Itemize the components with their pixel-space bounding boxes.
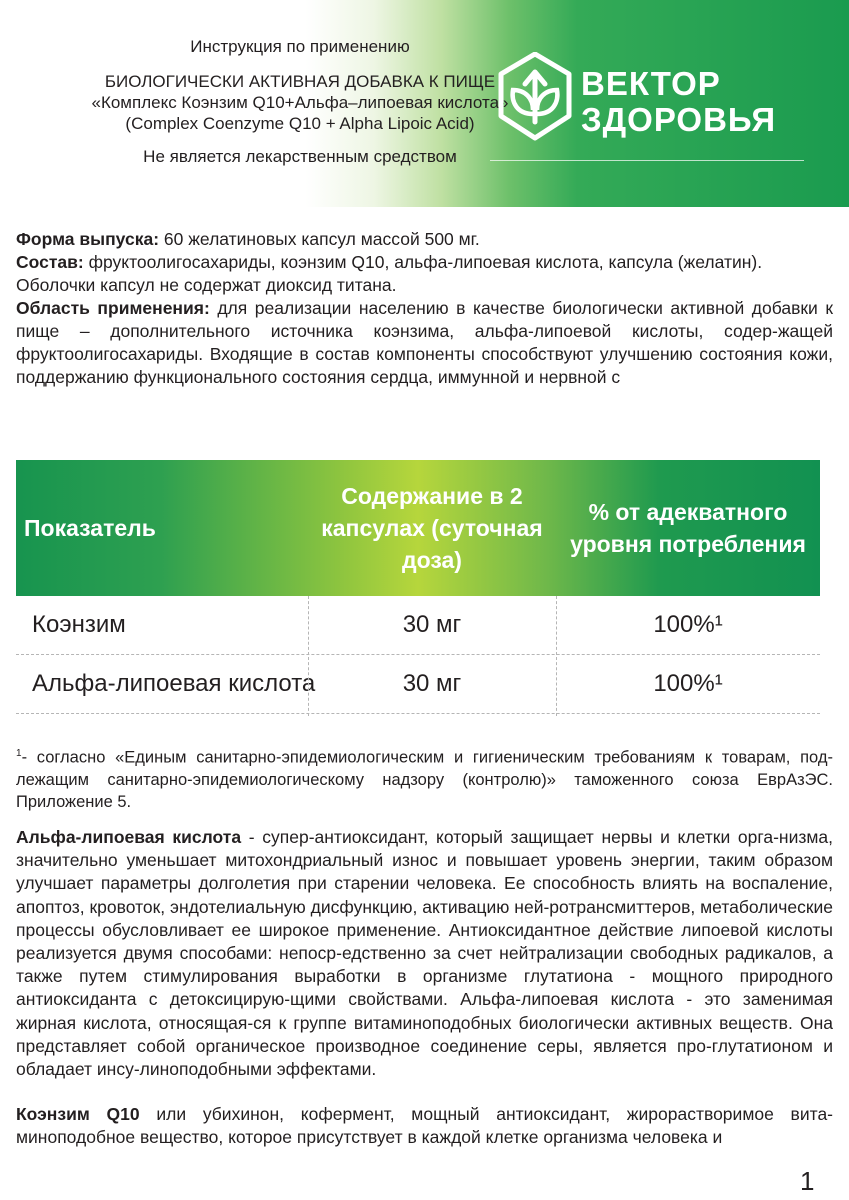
header-percent: % от адекватного уровня потребления — [570, 499, 806, 557]
footnote-text: - согласно «Единым санитарно-эпидемиологическим и гигиеническим требованиям к товарам, под-лежащим санитарно-эпидемиологическому надзору (контролю)» таможенного союза ЕврАзЭС. Приложение 5. — [16, 748, 833, 811]
table-column-divider — [556, 596, 557, 716]
coenzyme-text: или убихинон, кофермент, мощный антиоксидант, жирорастворимое вита-миноподобное вещество, которое присутствует в каждой клетке организма человека и — [16, 1104, 834, 1148]
cell-amount: 30 мг — [402, 670, 462, 697]
product-name-en: (Complex Coenzyme Q10 + Alpha Lipoic Acid) — [125, 114, 475, 133]
page-number: 1 — [800, 1166, 815, 1196]
header-indicator: Показатель — [24, 515, 156, 541]
brand-divider — [490, 160, 804, 161]
brand-name — [581, 66, 776, 138]
brand-line-1: ВЕКТОР — [581, 65, 721, 102]
cell-percent: 100%¹ — [653, 611, 723, 638]
table-row — [16, 655, 820, 714]
composition-note: Оболочки капсул не содержат диоксид титана. — [16, 275, 397, 295]
form-text: 60 желатиновых капсул массой 500 мг. — [159, 229, 480, 249]
composition-text: фруктоолигосахариды, коэнзим Q10, альфа-липоевая кислота, капсула (желатин). — [83, 252, 763, 272]
composition-paragraph — [16, 251, 833, 274]
application-text: для реализации населению в качестве биологически активной добавки к пище – дополнительного источника коэнзима, альфа-липоевой кислоты, содер-жащей фруктоолигосахариды. Входящие в состав компоненты способствуют улучшению состояния кожи, поддержанию функционального состояния сердца, иммунной и нервной с — [16, 298, 834, 387]
product-name-ru: «Комплекс Коэнзим Q10+Альфа–липоевая кислота» — [91, 93, 509, 112]
table-column-divider — [308, 596, 309, 716]
brand-line-2: ЗДОРОВЬЯ — [581, 101, 777, 138]
alpha-lipoic-text: - супер-антиоксидант, который защищает нервы и клетки орга-низма, значительно уменьшает митохондриальный износ и повышает уровень энергии, таким образом улучшает параметры долголетия при старении человека. Ее способность влиять на воспаление, апоптоз, кровоток, эндотелиальную дисфункцию, активацию ней-ротрансмиттеров, метаболические процессы обусловливает ее широкое применение. Антиоксидантное действие липоевой кислоты реализуется двумя способами: непоср-едственно за счет нейтрализации свободных радикалов, а также путем стимулирования выработки в организме глутатиона - мощного природного антиоксиданта с детоксицирую-щими свойствами. Альфа-липоевая кислота - это заменимая жирная кислота, относящая-ся к группе витаминоподобных биологически активных веществ. Она представляет собой органическое производное соединение серы, является про-глутатионом и обладает инсу-линоподобными эффектами. — [16, 827, 833, 1080]
nutrition-table — [16, 460, 820, 714]
table-row — [16, 596, 820, 655]
alpha-lipoic-label: Альфа-липоевая кислота — [16, 827, 242, 847]
cell-indicator: Альфа-липоевая кислота — [32, 670, 316, 697]
composition-label: Состав: — [16, 252, 84, 272]
coenzyme-label: Коэнзим Q10 — [16, 1104, 140, 1125]
instruction-title: Инструкция по применению — [190, 37, 410, 56]
cell-amount: 30 мг — [402, 611, 462, 638]
product-category: БИОЛОГИЧЕСКИ АКТИВНАЯ ДОБАВКА К ПИЩЕ — [104, 72, 496, 91]
form-paragraph — [16, 228, 833, 251]
footnote — [16, 743, 833, 813]
intro-content — [16, 228, 833, 389]
disclaimer: Не является лекарственным средством — [143, 147, 457, 166]
description-content — [16, 826, 833, 1172]
leaf-sprout-icon — [497, 52, 573, 142]
cell-percent: 100%¹ — [653, 670, 723, 697]
cell-indicator: Коэнзим — [32, 611, 126, 638]
coenzyme-paragraph — [16, 1103, 833, 1149]
alpha-lipoic-paragraph — [16, 826, 833, 1081]
application-label: Область применения: — [16, 298, 210, 318]
header-content: Содержание в 2 капсулах (суточная доза) — [321, 483, 543, 573]
table-header — [16, 460, 820, 596]
form-label: Форма выпуска: — [16, 229, 160, 249]
header-banner — [0, 0, 849, 207]
application-paragraph — [16, 297, 833, 389]
footnote-mark: 1 — [16, 748, 22, 759]
